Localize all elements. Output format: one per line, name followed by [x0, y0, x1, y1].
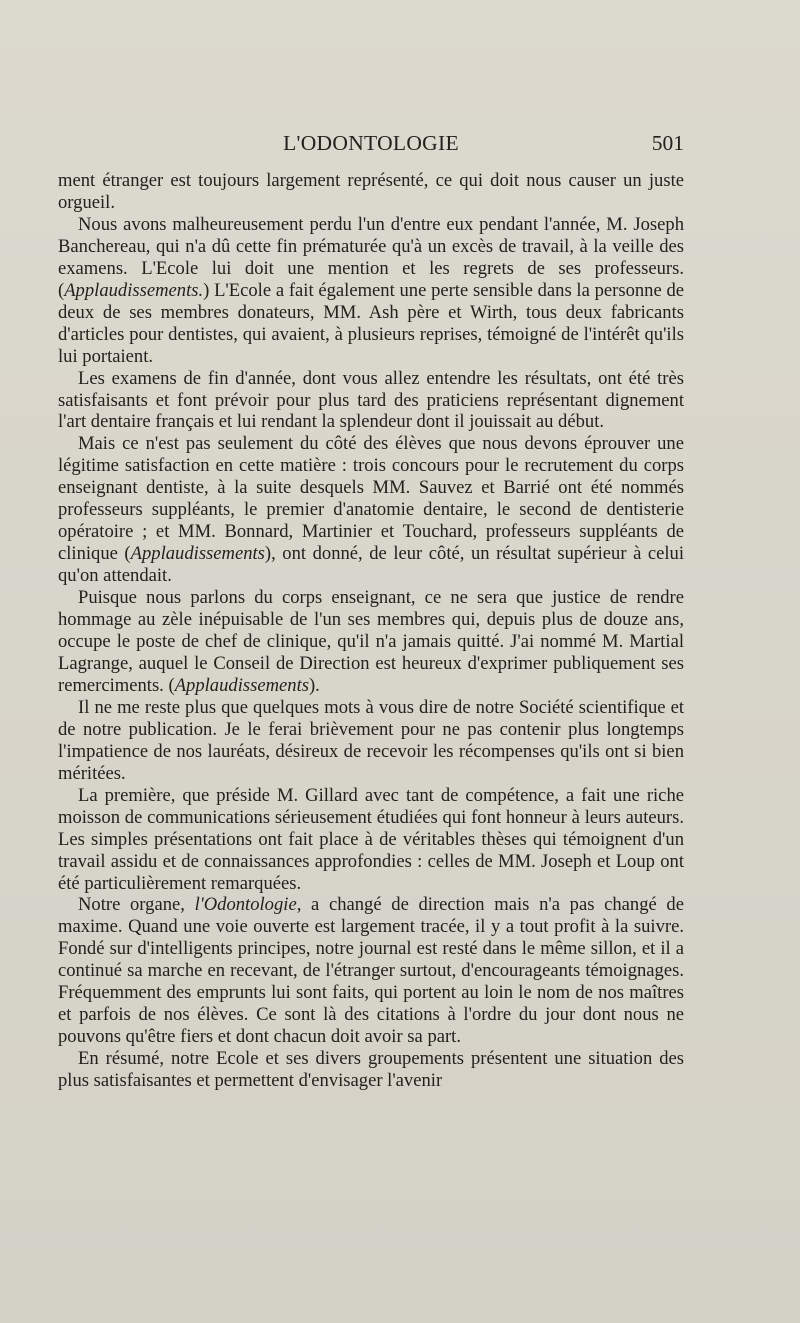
italic-run: Applaudissements.	[64, 279, 204, 301]
text-run: Notre organe,	[78, 894, 195, 916]
text-run: , a changé de direction mais n'a pas changé de maxime. Quand une voie ouverte est largement tracée, il y a tout profit à la suivre. Fondé sur d'intelligents principes, notre journal est resté dans le même sillon, et il a continué sa marche en recevant, de l'étranger surtout, d'encourageants témoignages. Fréquemment des emprunts lui sont faits, qui portent au loin le nom de nos maîtres et parfois de nos élèves. Ce sont là des citations à l'ordre du jour dont nous ne pouvons qu'être fiers et dont chacun doit avoir sa part.	[58, 894, 684, 1048]
text-run: Les examens de fin d'année, dont vous allez entendre les résultats, ont été très satisfaisants et font prévoir pour plus tard des praticiens représentant dignement l'art dentaire français et lui rendant la splendeur dont il jouissait au début.	[58, 367, 684, 433]
text-run: La première, que préside M. Gillard avec tant de compétence, a fait une riche moisson de communications sérieusement étudiées qui font honneur à leurs auteurs. Les simples présentations ont fait place à de véritables thèses qui témoignent d'un travail assidu et de connaissances approfondies : celles de MM. Joseph et Loup ont été particulièrement remarquées.	[58, 784, 684, 894]
paragraph	[58, 433, 684, 587]
text-run: ), ont donné, de leur côté, un résultat supérieur à celui qu'on attendait.	[58, 543, 685, 587]
paragraph	[58, 894, 684, 1048]
paragraph	[58, 1048, 684, 1092]
text-run: En résumé, notre Ecole et ses divers groupements présentent une situation des plus satisfaisantes et permettent d'envisager l'avenir	[58, 1048, 684, 1092]
text-run: ) L'Ecole a fait également une perte sensible dans la personne de deux de ses membres donateurs, MM. Ash père et Wirth, tous deux fabricants d'articles pour dentistes, qui avaient, à plusieurs reprises, témoigné de l'intérêt qu'ils lui portaient.	[58, 279, 684, 367]
paragraph	[58, 697, 684, 785]
paragraph	[58, 368, 684, 434]
italic-run: Applaudissements	[130, 543, 265, 565]
paragraph	[58, 170, 684, 214]
body-text	[58, 170, 684, 1092]
running-header	[58, 131, 684, 165]
text-run: Il ne me reste plus que quelques mots à vous dire de notre Société scientifique et de notre publication. Je le ferai brièvement pour ne pas contenir plus longtemps l'impatience de nos lauréats, désireux de recevoir les récompenses qu'ils ont si bien méritées.	[58, 696, 684, 784]
italic-run: Applaudissements	[174, 674, 309, 696]
paragraph	[58, 587, 684, 697]
text-run: Nous avons malheureusement perdu l'un d'entre eux pendant l'année, M. Joseph Banchereau, qui n'a dû cette fin prématurée qu'à un excès de travail, à la veille des examens. L'Ecole lui doit une mention et les regrets de ses professeurs. (	[58, 213, 684, 301]
paragraph	[58, 214, 684, 368]
text-run: Puisque nous parlons du corps enseignant, ce ne sera que justice de rendre hommage au zèle inépuisable de l'un ses membres qui, depuis plus de douze ans, occupe le poste de chef de clinique, qu'il n'a jamais quitté. J'ai nommé M. Martial Lagrange, auquel le Conseil de Direction est heureux d'exprimer publiquement ses remerciments. (	[58, 587, 684, 696]
text-run: Mais ce n'est pas seulement du côté des élèves que nous devons éprouver une légitime satisfaction en cette matière : trois concours pour le recrutement du corps enseignant dentiste, à la suite desquels MM. Sauvez et Barrié ont été nommés professeurs suppléants, le premier d'anatomie dentaire, le second de dentisterie opératoire ; et MM. Bonnard, Martinier et Touchard, professeurs suppléants de clinique (	[58, 433, 684, 565]
running-title: L'ODONTOLOGIE	[283, 131, 459, 155]
text-run: ment étranger est toujours largement représenté, ce qui doit nous causer un juste orgueil.	[58, 170, 684, 213]
paragraph	[58, 785, 684, 895]
italic-run: l'Odontologie	[194, 894, 297, 916]
page-number: 501	[651, 131, 684, 155]
text-run: ).	[308, 674, 320, 696]
